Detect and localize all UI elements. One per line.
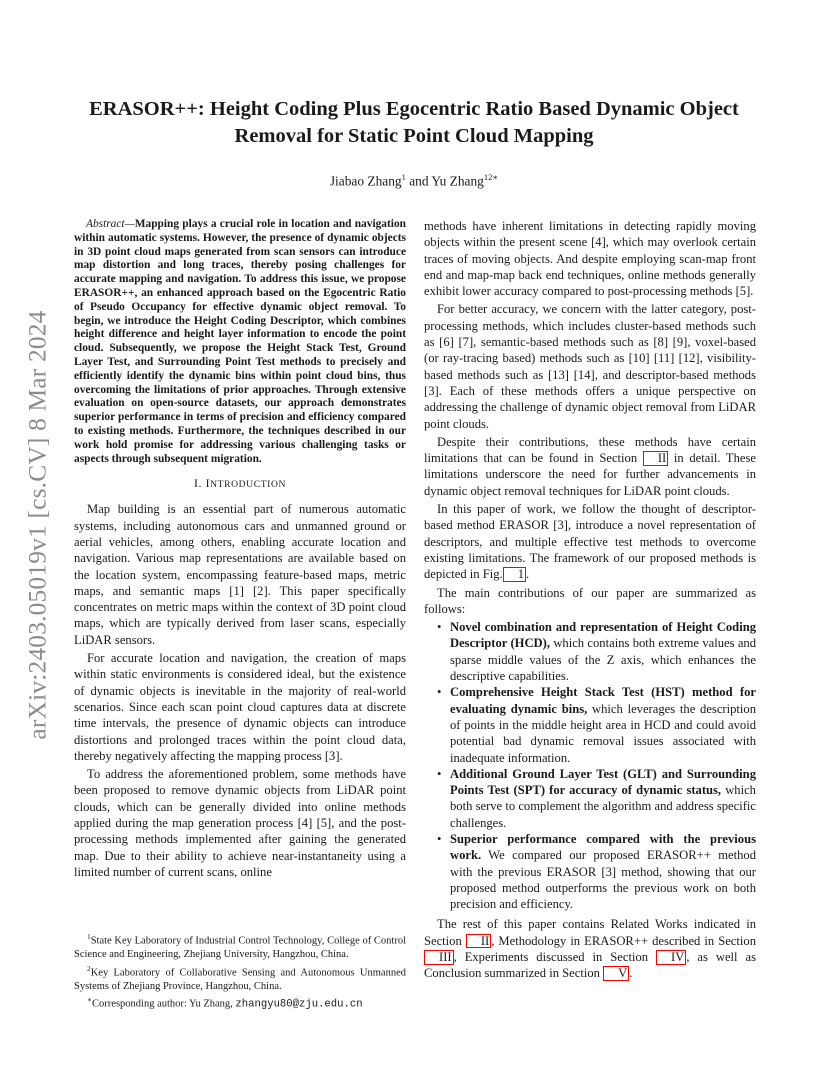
footnote-3 — [74, 993, 406, 1012]
footnote-2-text: Key Laboratory of Collaborative Sensing and Autonomous Unmanned Systems of Zhejiang Province, Hangzhou, China. — [74, 967, 406, 992]
footnote-1-mark: 1 — [87, 932, 91, 941]
abstract-dash: — — [124, 218, 135, 230]
section-ref-link[interactable]: V — [603, 966, 629, 981]
section-number: I. — [193, 476, 203, 491]
footnote-2 — [74, 962, 406, 994]
intro-paragraph-4: For better accuracy, we concern with the latter category, post-processing methods, which includes cluster-based methods such as [6] [7], semantic-based methods such as [8] [9], voxel-based (or ray-tracing based) methods such as [10] [11] [12], visibility-based methods such as [13] [14], and descriptor-based methods [3]. Each of these methods offers a unique perspective on addressing the challenge of dynamic object removal from LiDAR point clouds. — [424, 302, 756, 431]
intro-paragraph-2: For accurate location and navigation, the creation of maps within static environments is considered ideal, but the existence of dynamic objects is inevitable in the majority of real-world scenarios. Since each scan point cloud captures data at discrete time intervals, the presence of dynamic objects can introduce distortions and prolonged traces within the point cloud data, thereby negatively affecting the mapping process [3]. — [74, 651, 406, 763]
intro-paragraph-3-continued: methods have inherent limitations in detecting rapidly moving objects within the present scene [4], which may overlook certain traces of moving objects. And despite employing scan-map front end and map-map back end techniques, online methods generally exhibit lower accuracy compared to post-processing methods [5]. — [424, 219, 756, 299]
paragraph-6-text-b: . — [526, 567, 530, 582]
contribution-item — [450, 684, 756, 765]
intro-paragraph-5 — [424, 434, 756, 499]
arxiv-identifier-text: arXiv:2403.05019v1 [cs.CV] 8 Mar 2024 — [23, 310, 52, 740]
paragraph-8-text-e: . — [629, 966, 633, 981]
footnote-1 — [74, 930, 406, 962]
intro-paragraph-6 — [424, 501, 756, 582]
footnotes — [74, 930, 406, 1012]
contribution-heading: Novel combination and representation of Height Coding Descriptor (HCD), — [450, 620, 756, 651]
contribution-item — [450, 619, 756, 684]
contribution-heading: Additional Ground Layer Test (GLT) and Surrounding Points Test (SPT) for accuracy of dynamic status, — [450, 766, 756, 798]
left-column — [74, 218, 406, 882]
author-1-affiliation: 1 — [401, 172, 406, 182]
footnote-3-text: Corresponding author: Yu Zhang, — [92, 998, 236, 1010]
intro-paragraph-3: To address the aforementioned problem, some methods have been proposed to remove dynamic objects from LiDAR point clouds, which can be generally divided into online methods applied during the map generation process [4] [5], and the post-processing methods implemented after gaining the generated map. Due to their ability to achieve near-instantaneity using a limited number of current scans, online — [74, 767, 406, 879]
contribution-heading: Comprehensive Height Stack Test (HST) method for evaluating dynamic bins, — [450, 685, 756, 716]
figure-ref-link[interactable]: 1 — [503, 567, 526, 582]
paragraph-8-text-a: The rest of this paper contains Related Works indicated in Section — [424, 917, 756, 948]
author-2: Yu Zhang — [431, 173, 484, 189]
corresponding-email-link[interactable]: zhangyu80@zju.edu.cn — [235, 998, 363, 1011]
contribution-item — [450, 831, 756, 912]
intro-paragraph-1: Map building is an essential part of numerous automatic systems, including autonomous cars and unmanned ground or aerial vehicles, among others, enabling accurate location and navigation. Various map representations are available based on the location system, encompassing feature-based maps, metric maps, and semantic maps [1] [2]. This paper specifically concentrates on metric maps within the context of 3D point cloud maps, which are typically derived from laser scans, especially LiDAR sensors. — [74, 502, 406, 647]
paragraph-6-text-a: In this paper of work, we follow the thought of descriptor-based method ERASOR [3], introduce a novel representation of descriptors, and multiple effective test methods to overcome existing limitations. The framework of our proposed methods is depicted in Fig. — [424, 502, 756, 582]
contribution-text: which both serve to complement the algorithm and address specific challenges. — [450, 783, 756, 830]
section-heading-introduction — [74, 476, 406, 491]
author-conjunction: and — [409, 173, 429, 189]
arxiv-identifier — [20, 290, 56, 760]
paragraph-5-text-a: Despite their contributions, these methods have certain limitations that can be found in Section — [424, 434, 756, 466]
paragraph-8-text-d: , as well as Conclusion summarized in Section — [424, 950, 756, 981]
abstract-label: Abstract — [86, 218, 125, 230]
intro-paragraph-7: The main contributions of our paper are summarized as follows: — [424, 585, 756, 616]
section-ref-link[interactable]: II — [466, 934, 491, 949]
contribution-text: We compared our proposed ERASOR++ method with the previous ERASOR [3] method, showing that our proposed method outperforms the previous work on both precision and efficiency. — [450, 848, 756, 912]
footnote-2-mark: 2 — [87, 963, 91, 973]
paper-title: ERASOR++: Height Coding Plus Egocentric Ratio Based Dynamic Object Removal for Static Point Cloud Mapping — [89, 98, 739, 147]
author-1: Jiabao Zhang — [329, 173, 402, 189]
paragraph-8-text-c: , Experiments discussed in Section — [453, 950, 657, 965]
abstract — [74, 218, 406, 466]
author-2-affiliation: 12∗ — [483, 172, 499, 182]
paragraph-5-text-b: in detail. These limitations underscore the need for further advancements in dynamic object removal techniques for LiDAR point clouds. — [424, 451, 756, 498]
contribution-text: which leverages the description of points in the middle height area in HCD and could avoid potential bad dynamic removal issues associated with inadequate information. — [450, 701, 757, 765]
contribution-item — [450, 766, 756, 831]
footnote-3-mark: ∗ — [87, 995, 93, 1005]
section-ref-link[interactable]: III — [424, 950, 454, 965]
contribution-heading: Superior performance compared with the previous work. — [450, 831, 756, 863]
author-line — [0, 172, 828, 189]
section-title-initial: I — [205, 476, 211, 491]
intro-paragraph-8 — [424, 916, 756, 981]
contribution-text: which contains both extreme values and sparse middle values of the Z axis, which enhances the descriptive capabilities. — [450, 636, 757, 684]
paragraph-8-text-b: , Methodology in ERASOR++ described in Section — [491, 933, 756, 948]
section-title-rest: NTRODUCTION — [210, 479, 287, 491]
contribution-list — [424, 619, 756, 912]
section-ref-link[interactable]: II — [643, 451, 668, 466]
right-column — [424, 218, 756, 984]
section-ref-link[interactable]: IV — [656, 950, 686, 965]
abstract-text: Mapping plays a crucial role in location and navigation within automatic systems. However, the presence of dynamic objects in 3D point cloud maps generated from scan sensors can introduce map distortion and long traces, thereby posing challenges for accurate mapping and navigation. To address this issue, we propose ERASOR++, an enhanced approach based on the Egocentric Ratio of Pseudo Occupancy for effective dynamic object removal. To begin, we introduce the Height Coding Descriptor, which combines height difference and height layer information to encode the point cloud. Subsequently, we propose the Height Stack Test, Ground Layer Test, and Surrounding Point Test methods to precisely and efficiently identify the dynamic bins within point cloud bins, thus overcoming the limitations of prior approaches. Through extensive evaluation on open-source datasets, our approach demonstrates superior performance in terms of precision and efficiency compared to existing methods. Furthermore, the techniques described in our work hold promise for addressing various challenging tasks or aspects through subsequent migration. — [74, 218, 406, 465]
footnote-1-text: State Key Laboratory of Industrial Control Technology, College of Control Science and Engineering, Zhejiang University, Hangzhou, China. — [74, 935, 406, 961]
